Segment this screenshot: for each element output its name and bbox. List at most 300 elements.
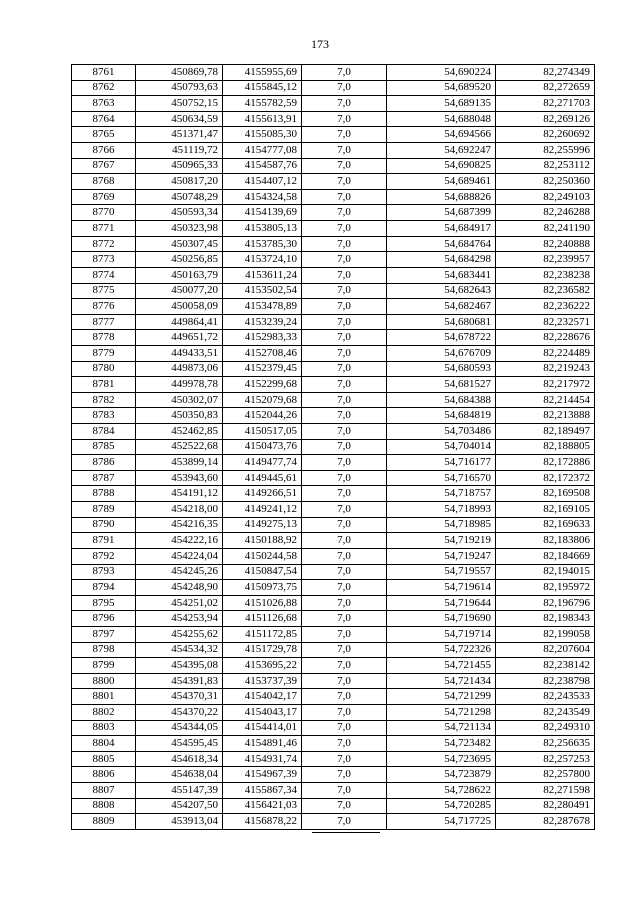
table-cell: 4152044,26 [223,408,302,424]
table-cell: 4154324,58 [223,189,302,205]
table-cell: 54,704014 [387,439,496,455]
table-cell: 8797 [72,626,136,642]
table-cell: 8769 [72,189,136,205]
table-cell: 7,0 [302,330,387,346]
table-cell: 450350,83 [136,408,223,424]
table-row [72,408,595,424]
table-cell: 454216,35 [136,517,223,533]
table-row [72,283,595,299]
table-cell: 7,0 [302,80,387,96]
table-cell: 82,194015 [496,564,595,580]
table-cell: 454638,04 [136,767,223,783]
table-cell: 4154891,46 [223,736,302,752]
table-cell: 7,0 [302,580,387,596]
table-cell: 7,0 [302,189,387,205]
table-cell: 4153785,30 [223,236,302,252]
table-cell: 54,683441 [387,267,496,283]
table-cell: 82,236582 [496,283,595,299]
table-cell: 454245,26 [136,564,223,580]
table-row [72,564,595,580]
table-cell: 8788 [72,486,136,502]
table-cell: 4151172,85 [223,626,302,642]
table-row [72,502,595,518]
table-body [72,65,595,830]
table-cell: 7,0 [302,267,387,283]
table-cell: 7,0 [302,814,387,830]
table-row [72,798,595,814]
table-cell: 4152379,45 [223,361,302,377]
table-row [72,267,595,283]
table-cell: 4154043,17 [223,704,302,720]
table-cell: 7,0 [302,720,387,736]
table-cell: 7,0 [302,642,387,658]
table-cell: 54,687399 [387,205,496,221]
table-cell: 4150517,05 [223,424,302,440]
table-cell: 7,0 [302,111,387,127]
table-cell: 82,238238 [496,267,595,283]
table-cell: 82,238142 [496,658,595,674]
table-cell: 82,239957 [496,252,595,268]
table-cell: 4149275,13 [223,517,302,533]
table-cell: 4155955,69 [223,65,302,81]
table-cell: 451119,72 [136,143,223,159]
table-cell: 4155613,91 [223,111,302,127]
table-cell: 8772 [72,236,136,252]
table-cell: 82,274349 [496,65,595,81]
table-cell: 8761 [72,65,136,81]
table-cell: 450323,98 [136,221,223,237]
table-cell: 8763 [72,96,136,112]
table-cell: 8786 [72,455,136,471]
table-cell: 8805 [72,751,136,767]
table-row [72,189,595,205]
table-cell: 4155085,30 [223,127,302,143]
table-row [72,158,595,174]
table-cell: 82,280491 [496,798,595,814]
table-cell: 4149241,12 [223,502,302,518]
table-cell: 82,169633 [496,517,595,533]
table-cell: 7,0 [302,658,387,674]
table-cell: 82,243533 [496,689,595,705]
table-cell: 4150473,76 [223,439,302,455]
table-cell: 82,207604 [496,642,595,658]
table-cell: 7,0 [302,299,387,315]
table-cell: 82,228676 [496,330,595,346]
table-cell: 4153805,13 [223,221,302,237]
table-cell: 54,721434 [387,673,496,689]
table-row [72,252,595,268]
table-row [72,548,595,564]
table-row [72,143,595,159]
table-cell: 82,253112 [496,158,595,174]
table-cell: 453943,60 [136,470,223,486]
table-cell: 8785 [72,439,136,455]
table-cell: 8781 [72,377,136,393]
table-cell: 4153737,39 [223,673,302,689]
table-cell: 7,0 [302,798,387,814]
table-cell: 54,689135 [387,96,496,112]
table-cell: 4150188,92 [223,533,302,549]
table-cell: 54,684298 [387,252,496,268]
table-row [72,392,595,408]
table-cell: 450302,07 [136,392,223,408]
table-cell: 7,0 [302,392,387,408]
table-cell: 8773 [72,252,136,268]
table-row [72,314,595,330]
table-cell: 8776 [72,299,136,315]
table-cell: 54,689520 [387,80,496,96]
table-cell: 54,721455 [387,658,496,674]
table-cell: 7,0 [302,470,387,486]
table-row [72,689,595,705]
table-cell: 82,269126 [496,111,595,127]
table-cell: 454224,04 [136,548,223,564]
table-cell: 7,0 [302,548,387,564]
table-cell: 7,0 [302,361,387,377]
table-cell: 54,684819 [387,408,496,424]
table-cell: 54,721134 [387,720,496,736]
table-cell: 8762 [72,80,136,96]
table-cell: 7,0 [302,252,387,268]
table-cell: 7,0 [302,517,387,533]
table-cell: 449864,41 [136,314,223,330]
table-cell: 54,703486 [387,424,496,440]
table-cell: 82,257253 [496,751,595,767]
table-cell: 82,260692 [496,127,595,143]
table-cell: 54,688048 [387,111,496,127]
table-row [72,345,595,361]
table-cell: 54,723482 [387,736,496,752]
table-cell: 450817,20 [136,174,223,190]
table-cell: 450965,33 [136,158,223,174]
table-row [72,595,595,611]
table-cell: 4149477,74 [223,455,302,471]
coordinates-table [71,64,595,830]
table-cell: 4153502,54 [223,283,302,299]
table-cell: 8796 [72,611,136,627]
table-cell: 7,0 [302,611,387,627]
table-cell: 82,198343 [496,611,595,627]
table-cell: 54,688826 [387,189,496,205]
table-cell: 450163,79 [136,267,223,283]
table-row [72,221,595,237]
table-cell: 8793 [72,564,136,580]
table-cell: 454191,12 [136,486,223,502]
table-row [72,424,595,440]
table-cell: 54,684917 [387,221,496,237]
table-cell: 8795 [72,595,136,611]
table-cell: 54,678722 [387,330,496,346]
table-cell: 8777 [72,314,136,330]
table-cell: 54,719714 [387,626,496,642]
table-cell: 4155845,12 [223,80,302,96]
table-row [72,736,595,752]
table-cell: 454395,08 [136,658,223,674]
table-cell: 54,680593 [387,361,496,377]
table-cell: 82,243549 [496,704,595,720]
table-cell: 54,684764 [387,236,496,252]
page-number: 173 [311,37,329,51]
table-cell: 8794 [72,580,136,596]
table-cell: 450058,09 [136,299,223,315]
table-row [72,127,595,143]
table-cell: 453913,04 [136,814,223,830]
table-cell: 82,232571 [496,314,595,330]
table-cell: 4153478,89 [223,299,302,315]
table-row [72,111,595,127]
table-row [72,814,595,830]
table-cell: 54,719219 [387,533,496,549]
table-row [72,658,595,674]
table-cell: 82,238798 [496,673,595,689]
table-cell: 54,694566 [387,127,496,143]
table-cell: 7,0 [302,96,387,112]
table-cell: 82,169105 [496,502,595,518]
table-cell: 8783 [72,408,136,424]
table-cell: 8801 [72,689,136,705]
table-cell: 449873,06 [136,361,223,377]
table-cell: 82,255996 [496,143,595,159]
table-cell: 455147,39 [136,783,223,799]
table-cell: 450593,34 [136,205,223,221]
table-cell: 450869,78 [136,65,223,81]
table-cell: 82,287678 [496,814,595,830]
table-cell: 4151026,88 [223,595,302,611]
table-cell: 82,172886 [496,455,595,471]
table-cell: 7,0 [302,439,387,455]
table-cell: 54,680681 [387,314,496,330]
table-cell: 4150973,75 [223,580,302,596]
table-cell: 7,0 [302,767,387,783]
table-cell: 450077,20 [136,283,223,299]
table-cell: 7,0 [302,314,387,330]
table-cell: 54,689461 [387,174,496,190]
table-cell: 8791 [72,533,136,549]
table-cell: 8792 [72,548,136,564]
table-cell: 454344,05 [136,720,223,736]
table-cell: 454218,00 [136,502,223,518]
table-cell: 454370,22 [136,704,223,720]
table-row [72,626,595,642]
table-cell: 82,271703 [496,96,595,112]
table-cell: 8804 [72,736,136,752]
table-cell: 8764 [72,111,136,127]
table-cell: 7,0 [302,283,387,299]
table-cell: 7,0 [302,626,387,642]
table-cell: 450748,29 [136,189,223,205]
table-cell: 54,718757 [387,486,496,502]
table-cell: 4150244,58 [223,548,302,564]
table-row [72,65,595,81]
table-cell: 54,716177 [387,455,496,471]
table-cell: 7,0 [302,221,387,237]
table-cell: 8767 [72,158,136,174]
table-cell: 4154407,12 [223,174,302,190]
table-row [72,611,595,627]
table-cell: 454391,83 [136,673,223,689]
table-cell: 451371,47 [136,127,223,143]
table-cell: 82,188805 [496,439,595,455]
table-cell: 8774 [72,267,136,283]
table-cell: 54,723879 [387,767,496,783]
table-cell: 4154587,76 [223,158,302,174]
table-cell: 54,716570 [387,470,496,486]
table-cell: 7,0 [302,673,387,689]
table-cell: 54,690825 [387,158,496,174]
table-cell: 54,681527 [387,377,496,393]
table-cell: 7,0 [302,408,387,424]
table-cell: 54,728622 [387,783,496,799]
table-cell: 82,257800 [496,767,595,783]
table-cell: 4153239,24 [223,314,302,330]
table-row [72,580,595,596]
table-cell: 82,199058 [496,626,595,642]
table-cell: 8771 [72,221,136,237]
table-cell: 7,0 [302,704,387,720]
table-cell: 82,172372 [496,470,595,486]
table-cell: 54,718993 [387,502,496,518]
table-cell: 4154414,01 [223,720,302,736]
table-cell: 82,214454 [496,392,595,408]
table-cell: 8766 [72,143,136,159]
table-cell: 8809 [72,814,136,830]
table-cell: 454222,16 [136,533,223,549]
table-cell: 54,719247 [387,548,496,564]
table-row [72,642,595,658]
table-row [72,96,595,112]
table-cell: 4152983,33 [223,330,302,346]
table-cell: 8803 [72,720,136,736]
table-cell: 454207,50 [136,798,223,814]
table-cell: 8798 [72,642,136,658]
table-row [72,361,595,377]
table-row [72,767,595,783]
table-cell: 8802 [72,704,136,720]
table-cell: 54,717725 [387,814,496,830]
table-cell: 7,0 [302,174,387,190]
table-cell: 4152079,68 [223,392,302,408]
table-cell: 4153611,24 [223,267,302,283]
table-row [72,704,595,720]
table-cell: 82,219243 [496,361,595,377]
table-cell: 7,0 [302,455,387,471]
table-row [72,455,595,471]
table-cell: 4151729,78 [223,642,302,658]
table-row [72,80,595,96]
table-cell: 54,719614 [387,580,496,596]
table-cell: 7,0 [302,486,387,502]
table-cell: 7,0 [302,689,387,705]
table-cell: 7,0 [302,345,387,361]
table-cell: 54,723695 [387,751,496,767]
table-cell: 7,0 [302,236,387,252]
table-cell: 452462,85 [136,424,223,440]
table-cell: 54,682467 [387,299,496,315]
table-cell: 54,721299 [387,689,496,705]
table-cell: 7,0 [302,424,387,440]
table-cell: 4154777,08 [223,143,302,159]
table-cell: 82,189497 [496,424,595,440]
table-cell: 82,240888 [496,236,595,252]
table-cell: 54,719644 [387,595,496,611]
table-cell: 7,0 [302,736,387,752]
table-cell: 8765 [72,127,136,143]
table-cell: 8799 [72,658,136,674]
table-cell: 4155782,59 [223,96,302,112]
table-cell: 454370,31 [136,689,223,705]
table-cell: 7,0 [302,533,387,549]
table-cell: 450634,59 [136,111,223,127]
table-cell: 54,718985 [387,517,496,533]
table-cell: 8770 [72,205,136,221]
table-cell: 4154139,69 [223,205,302,221]
table-cell: 4150847,54 [223,564,302,580]
table-cell: 8787 [72,470,136,486]
table-cell: 82,271598 [496,783,595,799]
table-cell: 4154042,17 [223,689,302,705]
table-cell: 8807 [72,783,136,799]
table-row [72,205,595,221]
table-cell: 454251,02 [136,595,223,611]
table-cell: 4156421,03 [223,798,302,814]
table-row [72,673,595,689]
table-row [72,783,595,799]
table-cell: 8790 [72,517,136,533]
table-cell: 8784 [72,424,136,440]
table-cell: 454595,45 [136,736,223,752]
table-cell: 7,0 [302,502,387,518]
table-cell: 8800 [72,673,136,689]
table-cell: 82,213888 [496,408,595,424]
table-cell: 8808 [72,798,136,814]
footer-rule [312,832,380,833]
table-cell: 54,676709 [387,345,496,361]
table-cell: 7,0 [302,564,387,580]
table-cell: 8780 [72,361,136,377]
table-cell: 4151126,68 [223,611,302,627]
table-cell: 7,0 [302,65,387,81]
table-cell: 449978,78 [136,377,223,393]
table-row [72,486,595,502]
table-cell: 4154967,39 [223,767,302,783]
table-cell: 4154931,74 [223,751,302,767]
table-row [72,517,595,533]
table-row [72,330,595,346]
table-cell: 4152299,68 [223,377,302,393]
table-cell: 54,722326 [387,642,496,658]
table-cell: 54,692247 [387,143,496,159]
table-cell: 7,0 [302,158,387,174]
table-cell: 4155867,34 [223,783,302,799]
table-cell: 82,224489 [496,345,595,361]
table-cell: 54,684388 [387,392,496,408]
table-cell: 449433,51 [136,345,223,361]
table-cell: 82,184669 [496,548,595,564]
table-cell: 7,0 [302,143,387,159]
table-cell: 4156878,22 [223,814,302,830]
table-cell: 4149445,61 [223,470,302,486]
table-cell: 8778 [72,330,136,346]
table-cell: 450307,45 [136,236,223,252]
table-cell: 7,0 [302,205,387,221]
table-cell: 7,0 [302,783,387,799]
table-cell: 453899,14 [136,455,223,471]
table-row [72,751,595,767]
table-cell: 54,690224 [387,65,496,81]
table-cell: 450752,15 [136,96,223,112]
table-cell: 8789 [72,502,136,518]
table-cell: 454255,62 [136,626,223,642]
